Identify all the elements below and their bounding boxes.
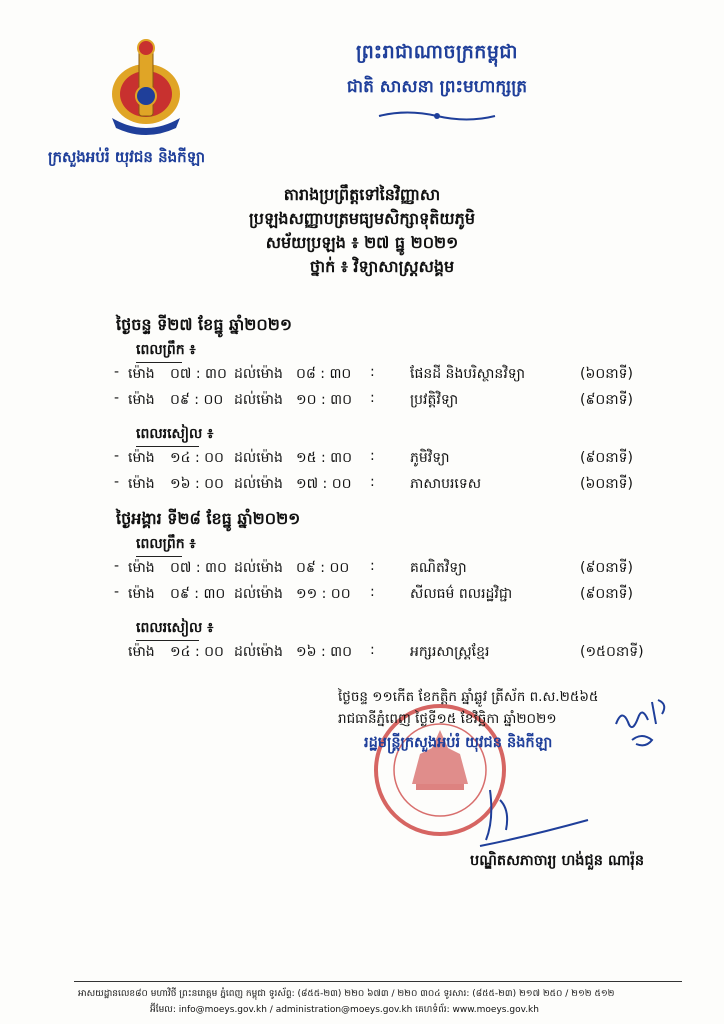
kingdom-header xyxy=(0,40,724,127)
title-line-2: ប្រឡងសញ្ញាបត្រមធ្យមសិក្សាទុតិយភូមិ xyxy=(249,209,475,228)
schedule-row: - ម៉ោង ១៦ : ០០ ដល់ម៉ោង ១៧ : ០០ : ភាសាបរទេស (៦០នាទី) xyxy=(114,474,633,492)
footer-divider xyxy=(74,981,682,982)
schedule-row: ម៉ោង ១៤ : ០០ ដល់ម៉ោង ១៦ : ៣០ : អក្សរសាស្ត្រខ្មែរ (១៥០នាទី) xyxy=(128,642,644,660)
lunar-date: ថ្ងៃចន្ទ ១១កើត ខែកត្តិក ឆ្នាំឆ្លូវ ត្រីស័ក ព.ស.២៥៦៥ xyxy=(338,689,599,705)
day-heading: ថ្ងៃចន្ទ ទី២៧ ខែធ្នូ ឆ្នាំ២០២១ xyxy=(116,315,292,334)
session-label: ពេលព្រឹក ៖ xyxy=(136,340,196,361)
session-label: ពេលរសៀល ៖ xyxy=(136,618,213,639)
minister-signature-icon xyxy=(470,780,590,850)
kingdom-name: ព្រះរាជាណាចក្រកម្ពុជា xyxy=(356,41,518,63)
schedule-row: - ម៉ោង ១៤ : ០០ ដល់ម៉ោង ១៥ : ៣០ : ភូមិវិទ្យា (៩០នាទី) xyxy=(114,448,633,466)
ministry-name: ក្រសួងអប់រំ យុវជន និងកីឡា xyxy=(48,148,206,166)
session-label: ពេលព្រឹក ៖ xyxy=(136,534,196,555)
schedule-row: - ម៉ោង ០៩ : ៣០ ដល់ម៉ោង ១១ : ០០ : សីលធម៌ ពលរដ្ឋវិជ្ជា (៩០នាទី) xyxy=(114,584,633,602)
initials-signature-icon xyxy=(612,694,672,754)
schedule-row: - ម៉ោង ០៩ : ០០ ដល់ម៉ោង ១០ : ៣០ : ប្រវត្តិវិទ្យា (៩០នាទី) xyxy=(114,390,633,408)
title-line-1: តារាងប្រព្រឹត្តទៅនៃវិញ្ញាសា xyxy=(283,185,441,204)
schedule-row: - ម៉ោង ០៧ : ៣០ ដល់ម៉ោង ០៨ : ៣០ : ផែនដី និងបរិស្ថានវិទ្យា (៦០នាទី) xyxy=(114,364,633,382)
national-motto: ជាតិ សាសនា ព្រះមហាក្សត្រ xyxy=(346,77,528,97)
session-label: ពេលរសៀល ៖ xyxy=(136,424,213,445)
footer-address: អាសយដ្ឋានលេខ៨០ មហាវិថី ព្រះនរោត្តម ភ្នំពេញ កម្ពុជា ទូរស័ព្ទ: (៨៥៥-២៣) ២២០ ៦៧៣ / ២២០ ៣០៤ ទូរសារ: (៨៥៥-២៣) ២១៧ ២៥០ / ២១២ ៥១២ xyxy=(78,989,615,999)
footer-contact: អ៊ីមែល: info@moeys.gov.kh / administration@moeys.gov.kh គេហទំព័រ: www.moeys.gov.kh xyxy=(150,1005,539,1015)
signer-name: បណ្ឌិតសភាចារ្យ ហង់ជួន ណារ៉ុន xyxy=(470,853,645,869)
document-title xyxy=(0,183,724,279)
place-date: រាជធានីភ្នំពេញ ថ្ងៃទី១៥ ខែវិច្ឆិកា ឆ្នាំ២០២១ xyxy=(338,711,557,727)
day-heading: ថ្ងៃអង្គារ ទី២៨ ខែធ្នូ ឆ្នាំ២០២១ xyxy=(116,509,301,528)
ornament-divider-icon xyxy=(377,109,497,123)
title-line-3: សម័យប្រឡង ៖ ២៧ ធ្នូ ២០២១ xyxy=(265,233,459,252)
signer-title: រដ្ឋមន្ត្រីក្រសួងអប់រំ យុវជន និងកីឡា xyxy=(364,735,553,751)
schedule-row: - ម៉ោង ០៧ : ៣០ ដល់ម៉ោង ០៩ : ០០ : គណិតវិទ្យា (៩០នាទី) xyxy=(114,558,633,576)
title-line-4: ថ្នាក់ ៖ វិទ្យាសាស្ត្រសង្គម xyxy=(309,257,455,276)
